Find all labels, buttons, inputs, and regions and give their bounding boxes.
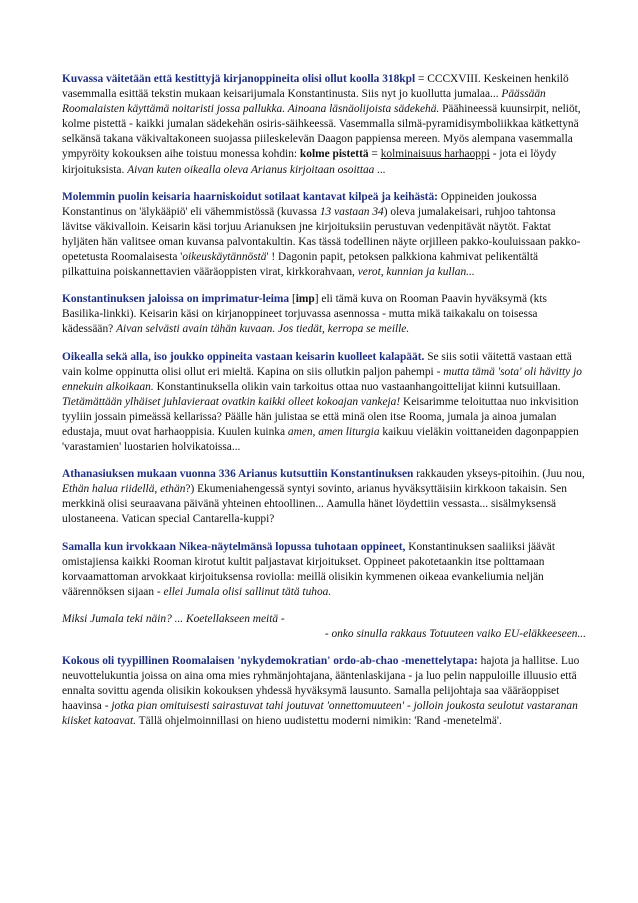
document-page — [62, 72, 586, 742]
paragraph-5-heading: Athanasiuksen mukaan vuonna 336 Arianus kutsuttiin Konstantinuksen — [62, 468, 414, 481]
paragraph-1: Kuvassa väitetään että kestittyjä kirjanoppineita olisi ollut koolla 318kpl = CCCXVIII. Keskeinen henkilö vasemmalla esittää tekstin mukaan keisarijumala Konstantinusta. Siis nyt jo kuollutta jumalaa... Päässään Roomalaisten käyttämä noitaristi jossa pallukka. Ainoana läsnäolijoista sädekehä. Päähineessä kuunsirpit, neliöt, kolme pistettä - kaikki jumalan sädekehän osiris-säihkeessä. Vasemmalla silmä-pyramidisymboliikkaa kätkettynä selkänsä takana väkivaltakoneen suojassa piileskelevän Daagon pappiensa mereen. Myös alempana vasemmalla ympyröity kokouksen aihe toistuu monessa kohdin: kolme pistettä = kolminaisuus harhaoppi - jota ei löydy kirjoituksista. Aivan kuten oikealla oleva Arianus kirjoitaan osoittaa ... — [62, 73, 581, 176]
paragraph-7: Kokous oli tyypillinen Roomalaisen 'nykydemokratian' ordo-ab-chao -menettelytapa: hajota ja hallitse. Luo neuvottelukuntia joissa on aina oma mies ryhmänjohtajana, ääntenlaskijana - ja luo pelin nappuloille illuusio että ennalta sovittu agenda olisikin kokouksen yhdessä hyväksymä lausunto. Samalla pelijohtaja saa vääräoppiset haavinsa - jotka pian omituisesti sairastuvat tahi joutuvat 'onnettomuuteen' - jolloin joukosta seulotut vastaranan kiisket katoavat. Tällä ohjelmoinnillasi on hieno uudistettu moderni nimikin: 'Rand -menetelmä'. — [62, 655, 580, 728]
paragraph-6-heading: Samalla kun irvokkaan Nikea-näytelmänsä lopussa tuhotaan oppineet, — [62, 540, 406, 553]
trinity-link[interactable]: kolminaisuus harhaoppi — [380, 148, 490, 161]
paragraph-2-heading: Molemmin puolin keisaria haarniskoidut sotilaat kantavat kilpeä ja keihästä: — [62, 190, 438, 203]
paragraph-3-heading: Konstantinuksen jaloissa on imprimatur-leima — [62, 293, 290, 306]
question-line-2: - onko sinulla rakkaus Totuuteen vaiko EU-eläkkeeseen... — [324, 628, 586, 640]
paragraph-5: Athanasiuksen mukaan vuonna 336 Arianus kutsuttiin Konstantinuksen rakkauden ykseys-pitoihin. (Juu nou, Ethän halua riidellä, ethän?) Ekumeniahengessä syntyi sovinto, arianus hyväksyttäisiin kirkkoon takaisin. Sen merkkinä olisi seuraavana päivänä yhteinen ehtoollinen... Aamulla hänet löydettiin vessasta... sisälmyksensä ulostaneena. Vatican special Cantarella-kuppi? — [62, 468, 585, 526]
question-line-1: Miksi Jumala teki näin? ... Koetellakseen meitä - — [62, 612, 285, 625]
paragraph-2: Molemmin puolin keisaria haarniskoidut sotilaat kantavat kilpeä ja keihästä: Oppineiden joukossa Konstantinus on 'älykääpiö' eli vähemmistössä (kuvassa 13 vastaan 34) oleva jumalakeisari, ruhjoo tahtonsa lävitse väkivalloin. Keisarin käsi torjuu Arianuksen jne kirjoituksiin perustuvan vedenpitävät näytöt. Faktat hyljäten hän valitsee oman kuvansa palvontakultin. Kas tässä todellinen näyte orjilleen pakko-kouluissaan pakko-opetetusta Roomalaisesta 'oikeuskäytännöstä' ! Dagonin papit, petoksen palkkiona kahmivat pelikentältä pilkattuina poiskannettavien vääräoppisten virat, kirkkorahvaan, verot, kunnian ja kullan... — [62, 190, 581, 279]
paragraph-4-heading: Oikealla sekä alla, iso joukko oppineita vastaan keisarin kuolleet kalapäät. — [62, 350, 425, 363]
paragraph-3: Konstantinuksen jaloissa on imprimatur-leima [imp] eli tämä kuva on Rooman Paavin hyväksymä (kts Basilika-linkki). Keisarin käsi on kirjanoppineet torjuvassa asennossa - mutta mikä taikakalu on toisessa kädessään? Aivan selvästi avain tähän kuvaan. Jos tiedät, kerropa se meille. — [62, 293, 547, 336]
paragraph-4: Oikealla sekä alla, iso joukko oppineita vastaan keisarin kuolleet kalapäät. Se siis sotii väitettä vastaan että vain kolme oppinutta olisi ollut eri mieltä. Kapina on siis ollutkin paljon pahempi - mutta tämä 'sota' oli hävitty jo ennekuin alkoikaan. Konstantinuksella olikin vain tarkoitus ottaa nuo vastaanhangoittelijat kiinni kutsuillaan. Tietämättään ylhäiset juhlavieraat ovatkin kaikki olleet kokoajan vankeja! Keisarimme teloituttaa nuo inkvisition tyyliin jossain pimeässä kellarissa? Päälle hän julistaa se että minä olen itse Rooma, jumala ja ainoa jumalan edustaja, muut ovat harhaoppisia. Kuulen kuinka amen, amen liturgia kaikuu vieläkin voittaneiden dagonpappien 'varastamien' luostarien holvikatoissa... — [62, 350, 582, 454]
paragraph-6: Samalla kun irvokkaan Nikea-näytelmänsä lopussa tuhotaan oppineet, Konstantinuksen saaliiksi jäävät omistajiensa kaikki Rooman kirotut kultit paljastavat kirjoitukset. Oppineet pakotetaankin itse polttamaan korvaamattoman arvokkaat kirjoituksensa roviolla: meillä olisikin kymmenen oikeaa evankeliumia neljän väärennöksen sijaan - ellei Jumala olisi sallinut tätä tuhoa. — [62, 540, 556, 598]
paragraph-7-heading: Kokous oli tyypillinen Roomalaisen 'nykydemokratian' ordo-ab-chao -menettelytapa: — [62, 655, 478, 668]
paragraph-1-heading: Kuvassa väitetään että kestittyjä kirjanoppineita olisi ollut koolla 318kpl — [62, 73, 416, 85]
